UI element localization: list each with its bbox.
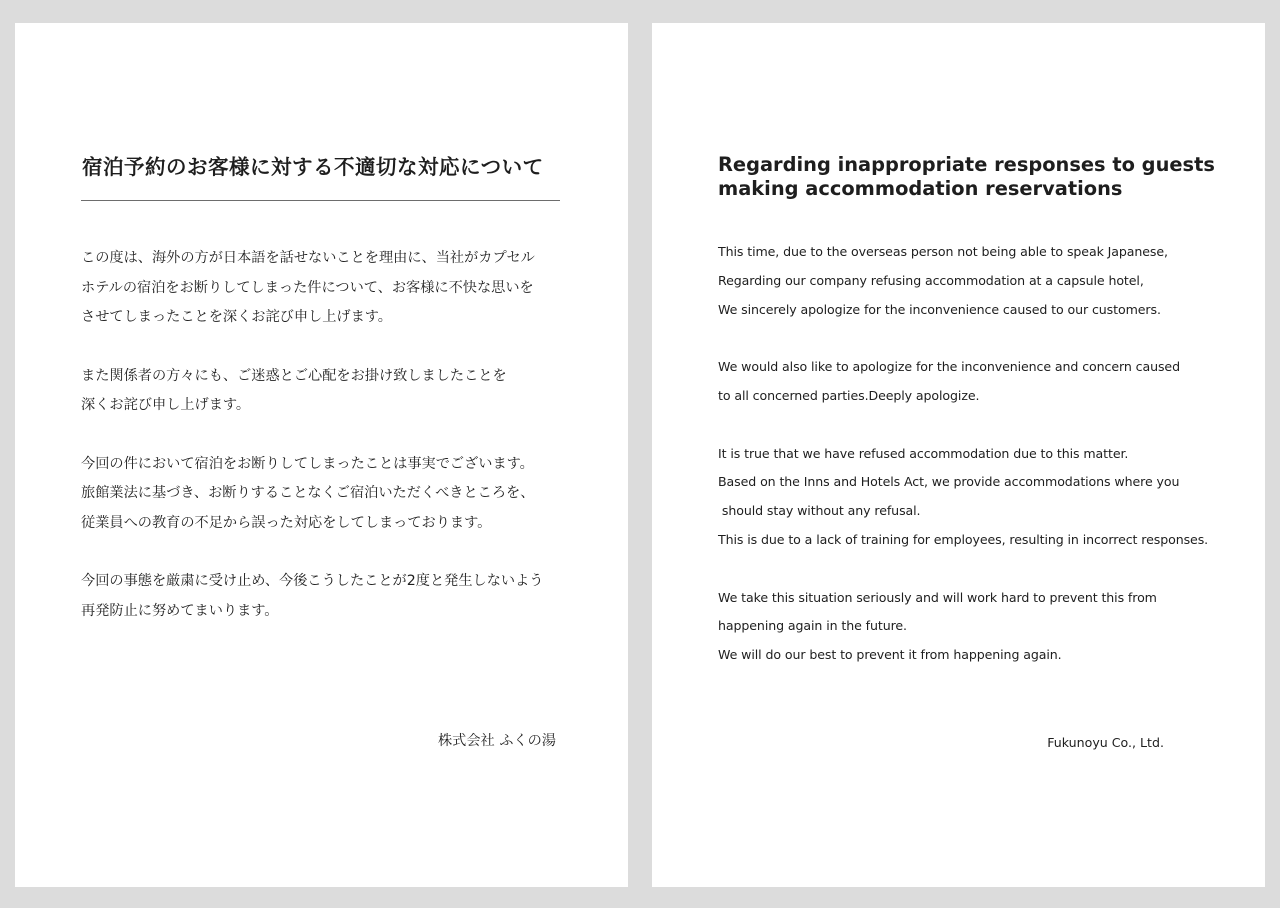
japanese-line: 旅館業法に基づき、お断りすることなくご宿泊いただくべきところを、	[81, 485, 535, 501]
english-line: It is true that we have refused accommodation due to this matter.	[718, 445, 1129, 461]
japanese-paragraph-4	[81, 567, 581, 626]
english-title-line: Regarding inappropriate responses to guests	[718, 153, 1215, 176]
english-line: Regarding our company refusing accommodation at a capsule hotel,	[718, 272, 1144, 288]
english-line: Based on the Inns and Hotels Act, we provide accommodations where you	[718, 474, 1180, 490]
japanese-line: この度は、海外の方が日本語を話せないことを理由に、当社がカプセル	[81, 250, 535, 266]
english-notice-page	[652, 23, 1265, 887]
english-line: We would also like to apologize for the inconvenience and concern caused	[718, 359, 1180, 375]
japanese-line: させてしまったことを深くお詫び申し上げます。	[81, 309, 392, 325]
english-line: should stay without any refusal.	[718, 503, 921, 519]
japanese-line: 深くお詫び申し上げます。	[81, 397, 251, 413]
japanese-paragraph-3	[81, 450, 581, 539]
japanese-line: 今回の事態を厳粛に受け止め、今後こうしたことが2度と発生しないよう	[81, 573, 544, 589]
japanese-body	[81, 244, 581, 655]
japanese-line: 従業員への教育の不足から誤った対応をしてしまっております。	[81, 514, 492, 531]
japanese-title: 宿泊予約のお客様に対する不適切な対応について	[82, 155, 544, 179]
japanese-notice-page	[15, 23, 628, 887]
english-title-line: making accommodation reservations	[718, 177, 1123, 200]
english-title	[718, 153, 1218, 201]
english-paragraph-3	[718, 440, 1218, 555]
english-body	[718, 238, 1218, 699]
english-line: happening again in the future.	[718, 618, 907, 634]
english-paragraph-1	[718, 238, 1218, 324]
english-paragraph-4	[718, 584, 1218, 670]
english-line: to all concerned parties.Deeply apologize.	[718, 387, 980, 403]
japanese-line: ホテルの宿泊をお断りしてしまった件について、お客様に不快な思いを	[81, 279, 534, 296]
english-paragraph-2	[718, 353, 1218, 411]
english-line: We sincerely apologize for the inconvenience caused to our customers.	[718, 301, 1161, 317]
english-line: This time, due to the overseas person not being able to speak Japanese,	[718, 244, 1168, 259]
japanese-paragraph-1	[81, 244, 581, 333]
english-line: We take this situation seriously and will work hard to prevent this from	[718, 589, 1157, 605]
japanese-line: また関係者の方々にも、ご迷惑とご心配をお掛け致しましたことを	[81, 367, 507, 384]
english-line: This is due to a lack of training for employees, resulting in incorrect responses.	[718, 531, 1209, 547]
japanese-line: 再発防止に努めてまいります。	[81, 602, 279, 619]
japanese-line: 今回の件において宿泊をお断りしてしまったことは事実でございます。	[81, 455, 534, 472]
english-line: We will do our best to prevent it from happening again.	[718, 647, 1062, 663]
japanese-signature: 株式会社 ふくの湯	[437, 733, 556, 749]
japanese-paragraph-2	[81, 362, 581, 421]
english-signature: Fukunoyu Co., Ltd.	[1047, 735, 1164, 750]
title-divider	[81, 200, 560, 201]
